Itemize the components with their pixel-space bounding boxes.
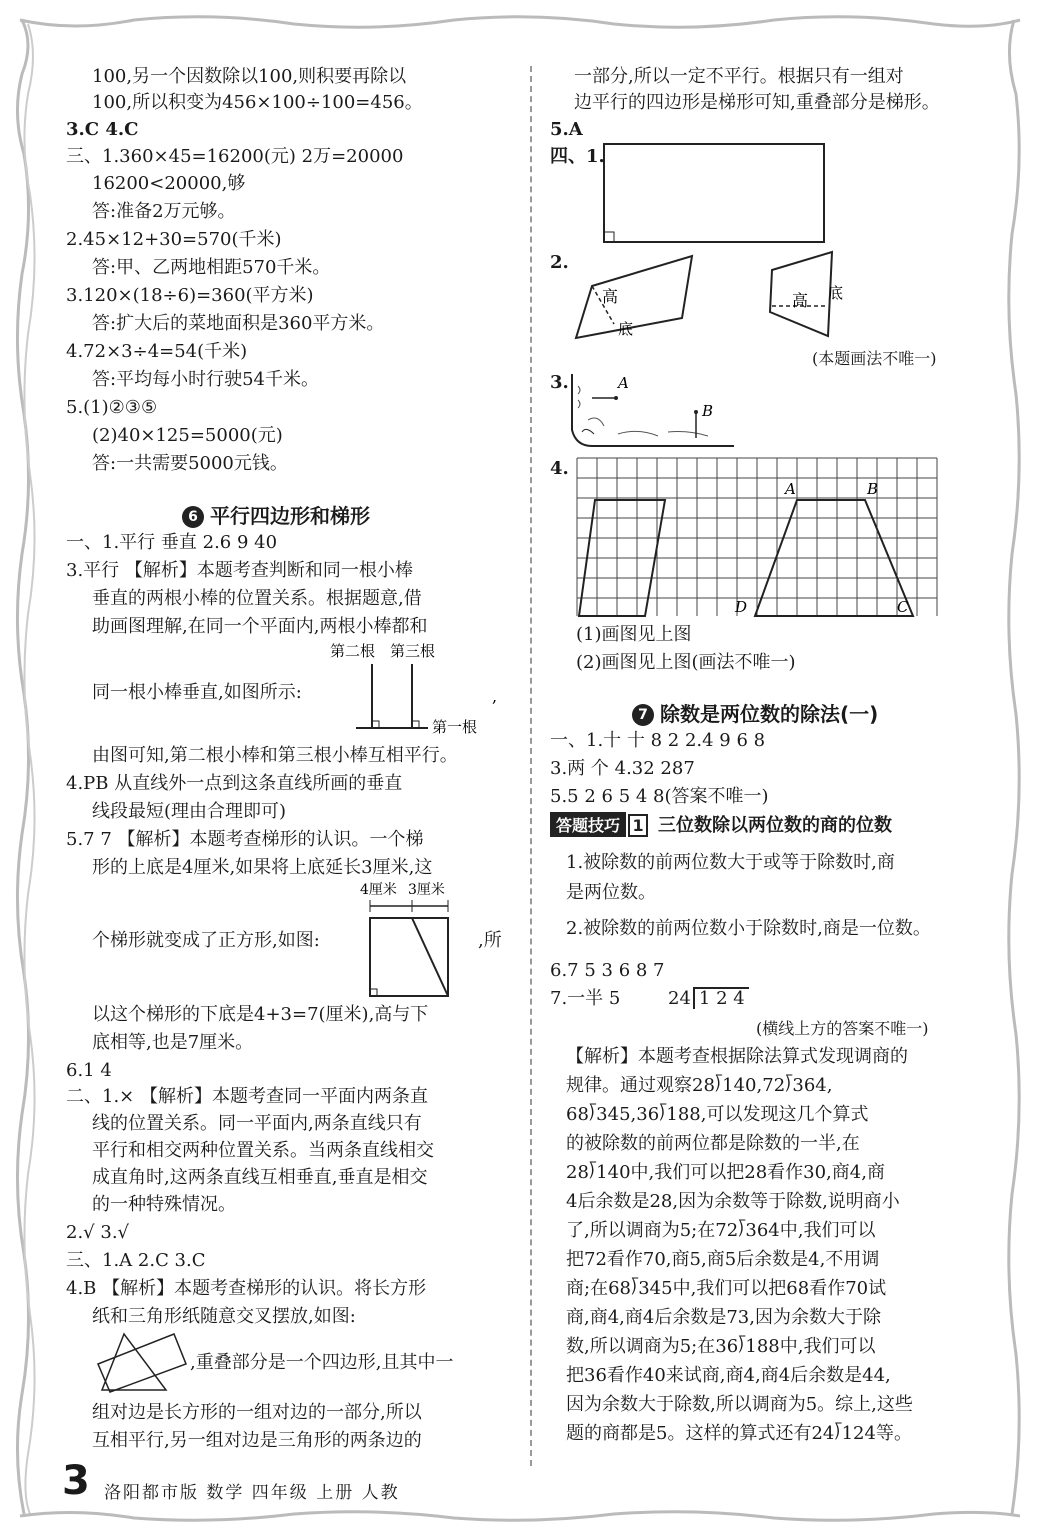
grid-figure	[575, 456, 939, 618]
text-line: 助画图理解,在同一个平面内,两根小棒都和	[92, 616, 428, 637]
text-line: 一部分,所以一定不平行。根据只有一组对	[574, 66, 904, 87]
label-4cm: 4厘米	[360, 882, 397, 898]
text-line: 数,所以调商为5;在36⟌188中,我们可以	[566, 1336, 876, 1357]
label-second-stick: 第二根	[330, 642, 376, 660]
text-line: ,重叠部分是一个四边形,且其中一	[190, 1352, 454, 1373]
divisor: 24	[668, 988, 691, 1009]
text-line: ,所	[478, 930, 502, 951]
text-line: 2.	[550, 252, 569, 273]
text-line: 2.被除数的前两位数小于除数时,商是一位数。	[566, 918, 931, 939]
dividend: 1 2 4	[693, 987, 749, 1009]
section-number-badge: 6	[182, 506, 204, 528]
text-line: 垂直的两根小棒的位置关系。根据题意,借	[92, 588, 422, 609]
label-base: 底	[828, 284, 844, 302]
text-line: 是两位数。	[566, 882, 656, 903]
grid-label-C: C	[897, 598, 909, 616]
text-line: 底相等,也是7厘米。	[92, 1032, 254, 1053]
text-line: 由图可知,第二根小棒和第三根小棒互相平行。	[92, 745, 458, 766]
section-number-badge: 7	[632, 704, 654, 726]
text-line: 28⟌140中,我们可以把28看作30,商4,商	[566, 1162, 885, 1183]
text-line: 16200<20000,够	[92, 173, 246, 194]
text-line: 答:平均每小时行驶54千米。	[92, 369, 319, 390]
text-line: 纸和三角形纸随意交叉摆放,如图:	[92, 1306, 356, 1327]
text-line: 2.√ 3.√	[66, 1222, 130, 1243]
text-line: 5.5 2 6 5 4 8(答案不唯一)	[550, 786, 769, 807]
text-line: 【解析】本题考查根据除法算式发现调商的	[566, 1046, 908, 1067]
tip-number: 1	[628, 814, 648, 837]
text-line: 把72看作70,商5,商5后余数是4,不用调	[566, 1249, 880, 1270]
text-line: (2)画图见上图(画法不唯一)	[576, 652, 796, 673]
page-number: 3	[62, 1458, 90, 1504]
point-B-label: B	[702, 402, 714, 420]
label-3cm: 3厘米	[408, 882, 445, 898]
text-line: 6.1 4	[66, 1060, 112, 1081]
text-line: 线的位置关系。同一平面内,两条直线只有	[92, 1113, 422, 1134]
text-line: 6.7 5 3 6 8 7	[550, 960, 665, 981]
text-line: 把36看作40来试商,商4,商4后余数是44,	[566, 1365, 891, 1386]
tip-banner	[550, 811, 960, 837]
text-line: 4.	[550, 458, 569, 479]
text-line: 商;在68⟌345中,我们可以把68看作70试	[566, 1278, 887, 1299]
text-line: 2.45×12+30=570(千米)	[66, 229, 282, 250]
text-line: 规律。通过观察28⟌140,72⟌364,	[566, 1075, 833, 1096]
text-line: 5.A	[550, 119, 583, 140]
text-line: 形的上底是4厘米,如果将上底延长3厘米,这	[92, 857, 433, 878]
tip-title: 三位数除以两位数的商的位数	[658, 815, 893, 836]
text-line: 商,商4,商4后余数是73,因为余数大于除	[566, 1307, 881, 1328]
text-line: (2)40×125=5000(元)	[92, 425, 283, 446]
text-line: 一、1.平行 垂直 2.6 9 40	[66, 532, 278, 553]
text-line: 3.C 4.C	[66, 119, 139, 140]
text-line: 3.两 个 4.32 287	[550, 758, 695, 779]
section-title-text: 除数是两位数的除法(一)	[660, 702, 879, 726]
overlap-figure	[94, 1330, 190, 1396]
label-first-stick: 第一根	[432, 718, 478, 736]
text-line: 以这个梯形的下底是4+3=7(厘米),高与下	[92, 1004, 429, 1025]
text-line: 答:扩大后的菜地面积是360平方米。	[92, 313, 385, 334]
text-line: 同一根小棒垂直,如图所示:	[92, 682, 302, 703]
text-line: 线段最短(理由合理即可)	[92, 801, 287, 822]
text-line: 组对边是长方形的一组对边的一部分,所以	[92, 1402, 422, 1423]
text-line: 四、1.	[550, 146, 605, 167]
text-line: 3.平行 【解析】本题考查判断和同一根小棒	[66, 560, 413, 581]
text-line: 因为余数大于除数,所以调商为5。综上,这些	[566, 1394, 913, 1415]
grid-lines	[577, 458, 937, 616]
text-line: 平行和相交两种位置关系。当两条直线相交	[92, 1140, 434, 1161]
text-line: 1.被除数的前两位数大于或等于除数时,商	[566, 852, 895, 873]
text-line: 100,另一个因数除以100,则积要再除以	[92, 66, 407, 87]
label-height: 高	[602, 287, 619, 306]
text-line: 了,所以调商为5;在72⟌364中,我们可以	[566, 1220, 876, 1241]
text-line: 68⟌345,36⟌188,可以发现这几个算式	[566, 1104, 869, 1125]
text-line: 3.	[550, 372, 569, 393]
note-text: (本题画法不唯一)	[812, 349, 937, 368]
text-line: 成直角时,这两条直线互相垂直,垂直是相交	[92, 1167, 428, 1188]
river-figure	[568, 370, 738, 452]
section-title-text: 平行四边形和梯形	[210, 504, 370, 528]
section-6-title	[182, 500, 370, 529]
label-height: 高	[792, 291, 809, 310]
text-line: 5.(1)②③⑤	[66, 397, 158, 418]
grid-label-D: D	[735, 598, 748, 616]
label-third-stick: 第三根	[390, 642, 436, 660]
text-line: 答:甲、乙两地相距570千米。	[92, 257, 331, 278]
text-line: 答:一共需要5000元钱。	[92, 453, 288, 474]
column-divider	[530, 66, 532, 1466]
grid-label-A: A	[785, 480, 796, 498]
text-line: 互相平行,另一组对边是三角形的两条边的	[92, 1430, 422, 1451]
text-line: 4.72×3÷4=54(千米)	[66, 341, 248, 362]
text-line: 3.120×(18÷6)=360(平方米)	[66, 285, 314, 306]
text-line: (1)画图见上图	[576, 624, 692, 645]
text-line: 边平行的四边形是梯形可知,重叠部分是梯形。	[574, 92, 940, 113]
trapezoid-figure	[360, 880, 470, 1000]
text-line: 的一种特殊情况。	[92, 1194, 236, 1215]
rectangle-figure	[600, 140, 830, 246]
text-line: 三、1.360×45=16200(元) 2万=20000	[66, 146, 404, 167]
sticks-figure	[320, 636, 500, 740]
height-figures	[570, 248, 844, 344]
text-line: 4后余数是28,因为余数等于除数,说明商小	[566, 1191, 900, 1212]
text-line: 4.PB 从直线外一点到这条直线所画的垂直	[66, 773, 403, 794]
text-line: 5.7 7 【解析】本题考查梯形的认识。一个梯	[66, 829, 424, 850]
label-base: 底	[618, 320, 634, 338]
text-line: 答:准备2万元够。	[92, 201, 236, 222]
tip-label: 答题技巧	[550, 812, 626, 837]
footer-text: 洛阳都市版 数学 四年级 上册 人教	[104, 1483, 400, 1503]
text-line: 个梯形就变成了正方形,如图:	[92, 930, 320, 951]
section-7-title	[632, 698, 878, 727]
note-text: (横线上方的答案不唯一)	[756, 1019, 929, 1038]
text-line: 7.一半 5	[550, 988, 621, 1009]
fig-comma: ,	[492, 687, 498, 706]
text-line: 的被除数的前两位都是除数的一半,在	[566, 1133, 860, 1154]
point-A-label: A	[618, 374, 629, 392]
text-line: 题的商都是5。这样的算式还有24⟌124等。	[566, 1423, 912, 1444]
text-line: 一、1.十 十 8 2 2.4 9 6 8	[550, 730, 766, 751]
text-line: 二、1.× 【解析】本题考查同一平面内两条直	[66, 1086, 428, 1107]
long-division	[668, 986, 751, 1012]
text-line: 4.B 【解析】本题考查梯形的认识。将长方形	[66, 1278, 427, 1299]
text-line: 三、1.A 2.C 3.C	[66, 1250, 206, 1271]
grid-label-B: B	[867, 480, 879, 498]
text-line: 100,所以积变为456×100÷100=456。	[92, 92, 423, 113]
